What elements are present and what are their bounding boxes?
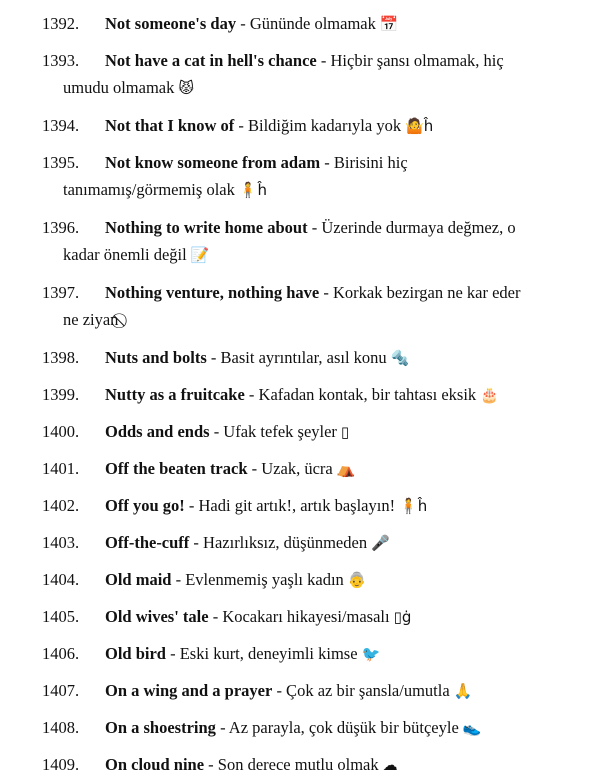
entry-text (105, 492, 427, 520)
idiom-meaning: - Gününde olmamak (236, 14, 376, 33)
idiom-entry (0, 603, 589, 630)
idiom-term: Nuts and bolts (105, 348, 207, 367)
idiom-entry (0, 381, 589, 408)
idiom-meaning: - Hazırlıksız, düşünmeden (189, 533, 368, 552)
idiom-meaning: - Ufak tefek şeyler (209, 422, 337, 441)
idiom-meaning: - Hiçbir şansı olmamak, hiç (316, 51, 504, 70)
idiom-term: Not know someone from adam (105, 153, 321, 172)
nut-and-bolt-icon: 🔩 (390, 349, 410, 367)
entry-line (0, 344, 589, 371)
idiom-entry (0, 529, 589, 556)
idiom-term: Off the beaten track (105, 459, 248, 478)
idiom-meaning: - Çok az bir şansla/umutla (272, 681, 450, 700)
entry-number: 1394. (42, 116, 80, 135)
idiom-entry (0, 112, 589, 139)
idiom-entry (0, 751, 589, 778)
entry-number: 1392. (42, 14, 80, 33)
entry-line (0, 751, 589, 778)
entry-line (0, 149, 589, 176)
idiom-meaning: - Az parayla, çok düşük bir bütçeyle (215, 718, 459, 737)
entry-text (105, 529, 390, 557)
bird-icon: 🐦 (361, 645, 381, 663)
entry-continuation (0, 241, 589, 269)
idiom-entry (0, 279, 589, 334)
idiom-entry (0, 714, 589, 741)
entry-number: 1408. (42, 718, 80, 737)
microphone-icon: 🎤 (371, 534, 390, 552)
idiom-meaning: - Korkak bezirgan ne kar eder (319, 283, 521, 302)
calendar-icon: 📅 (379, 15, 399, 33)
entry-line (0, 455, 589, 482)
standing-person-icon: 🧍ĥ (238, 181, 268, 199)
idiom-entry (0, 455, 589, 482)
idiom-entry (0, 566, 589, 593)
entry-line (0, 418, 589, 445)
idiom-entry (0, 492, 589, 519)
entry-text (105, 381, 499, 409)
tent-icon: ⛺ (336, 460, 356, 478)
idiom-entry (0, 344, 589, 371)
idiom-entry (0, 640, 589, 667)
idiom-meaning: - Bildiğim kadarıyla yok (234, 116, 402, 135)
entry-number: 1409. (42, 755, 80, 774)
entry-text (105, 751, 398, 779)
entry-number: 1401. (42, 459, 80, 478)
missing-glyph-icon: ▯ (340, 423, 350, 441)
entry-line (0, 677, 589, 704)
entry-line (0, 381, 589, 408)
entry-text (105, 566, 366, 594)
entry-text (105, 112, 433, 140)
idiom-meaning-continued: kadar önemli değil (63, 245, 187, 264)
entry-line (0, 529, 589, 556)
idiom-term: On cloud nine (105, 755, 205, 774)
praying-person-icon: 🙏 (453, 682, 473, 700)
idiom-meaning-continued: ne ziyan (63, 310, 119, 329)
entry-text (105, 344, 409, 372)
entry-number: 1407. (42, 681, 80, 700)
idiom-meaning-continued: tanımamış/görmemiş olak (63, 180, 235, 199)
idiom-meaning: - Uzak, ücra (247, 459, 333, 478)
entry-number: 1406. (42, 644, 80, 663)
entry-text (105, 714, 481, 742)
idiom-entry (0, 10, 589, 37)
idiom-term: Nutty as a fruitcake (105, 385, 245, 404)
entry-text (105, 279, 521, 306)
entry-text (105, 214, 516, 241)
entry-continuation (0, 306, 589, 334)
entry-text (105, 418, 349, 446)
shrug-person-icon: 🤷ĥ (405, 117, 434, 135)
idiom-term: Nothing to write home about (105, 218, 308, 237)
entry-text (105, 149, 408, 176)
cake-icon: 🎂 (480, 386, 499, 404)
entry-number: 1403. (42, 533, 80, 552)
idiom-entry (0, 47, 589, 102)
entry-number: 1402. (42, 496, 80, 515)
idiom-meaning: - Evlenmemiş yaşlı kadın (171, 570, 344, 589)
idiom-meaning-continued: umudu olmamak (63, 78, 175, 97)
entry-line (0, 714, 589, 741)
idiom-meaning: - Eski kurt, deneyimli kimse (165, 644, 358, 663)
entry-text (105, 640, 380, 668)
entry-line (0, 214, 589, 241)
entry-number: 1393. (42, 51, 80, 70)
entry-continuation (0, 74, 589, 102)
entry-number: 1395. (42, 153, 80, 172)
entry-line (0, 112, 589, 139)
idiom-entry (0, 677, 589, 704)
idiom-entry (0, 214, 589, 269)
idiom-term: Old maid (105, 570, 172, 589)
idiom-term: Old wives' tale (105, 607, 209, 626)
entry-line (0, 566, 589, 593)
idiom-meaning: - Kocakarı hikayesi/masalı (208, 607, 390, 626)
idiom-term: Not that I know of (105, 116, 235, 135)
shoe-icon: 👟 (462, 719, 482, 737)
entry-number: 1398. (42, 348, 80, 367)
idiom-meaning: - Hadi git artık!, artık başlayın! (184, 496, 396, 515)
cat-face-icon: 😾 (178, 79, 194, 97)
idiom-term: Off-the-cuff (105, 533, 190, 552)
idiom-meaning: - Son derece mutlu olmak (204, 755, 379, 774)
idiom-term: Old bird (105, 644, 166, 663)
entry-number: 1399. (42, 385, 80, 404)
idiom-term: Odds and ends (105, 422, 210, 441)
idiom-term: On a wing and a prayer (105, 681, 273, 700)
idiom-meaning: - Birisini hiç (320, 153, 408, 172)
entry-line (0, 47, 589, 74)
entry-text (105, 10, 399, 38)
entry-line (0, 603, 589, 630)
entry-text (105, 455, 355, 483)
entry-text (105, 603, 411, 631)
idiom-meaning: - Basit ayrıntılar, asıl konu (206, 348, 387, 367)
old-woman-icon: 👵 (347, 571, 367, 589)
entry-line (0, 10, 589, 37)
idiom-term: Off you go! (105, 496, 185, 515)
entry-number: 1397. (42, 283, 80, 302)
idiom-meaning: - Üzerinde durmaya değmez, o (307, 218, 516, 237)
idiom-term: Not someone's day (105, 14, 237, 33)
missing-glyph-icon: ▯ġ (393, 608, 412, 626)
idiom-meaning: - Kafadan kontak, bir tahtası eksik (244, 385, 477, 404)
entry-line (0, 492, 589, 519)
entry-number: 1405. (42, 607, 80, 626)
idiom-entry (0, 149, 589, 204)
entry-line (0, 640, 589, 667)
entry-text (105, 47, 504, 74)
entry-continuation (0, 176, 589, 204)
entry-text (105, 677, 472, 705)
idiom-term: On a shoestring (105, 718, 216, 737)
idiom-term: Nothing venture, nothing have (105, 283, 320, 302)
entry-number: 1396. (42, 218, 80, 237)
cloud-icon: ☁ (382, 756, 398, 774)
memo-icon: 📝 (190, 246, 210, 264)
entry-number: 1400. (42, 422, 80, 441)
idiom-entry (0, 418, 589, 445)
entry-line (0, 279, 589, 306)
idiom-term: Not have a cat in hell's chance (105, 51, 317, 70)
standing-person-icon: 🧍ĥ (399, 497, 428, 515)
entry-number: 1404. (42, 570, 80, 589)
